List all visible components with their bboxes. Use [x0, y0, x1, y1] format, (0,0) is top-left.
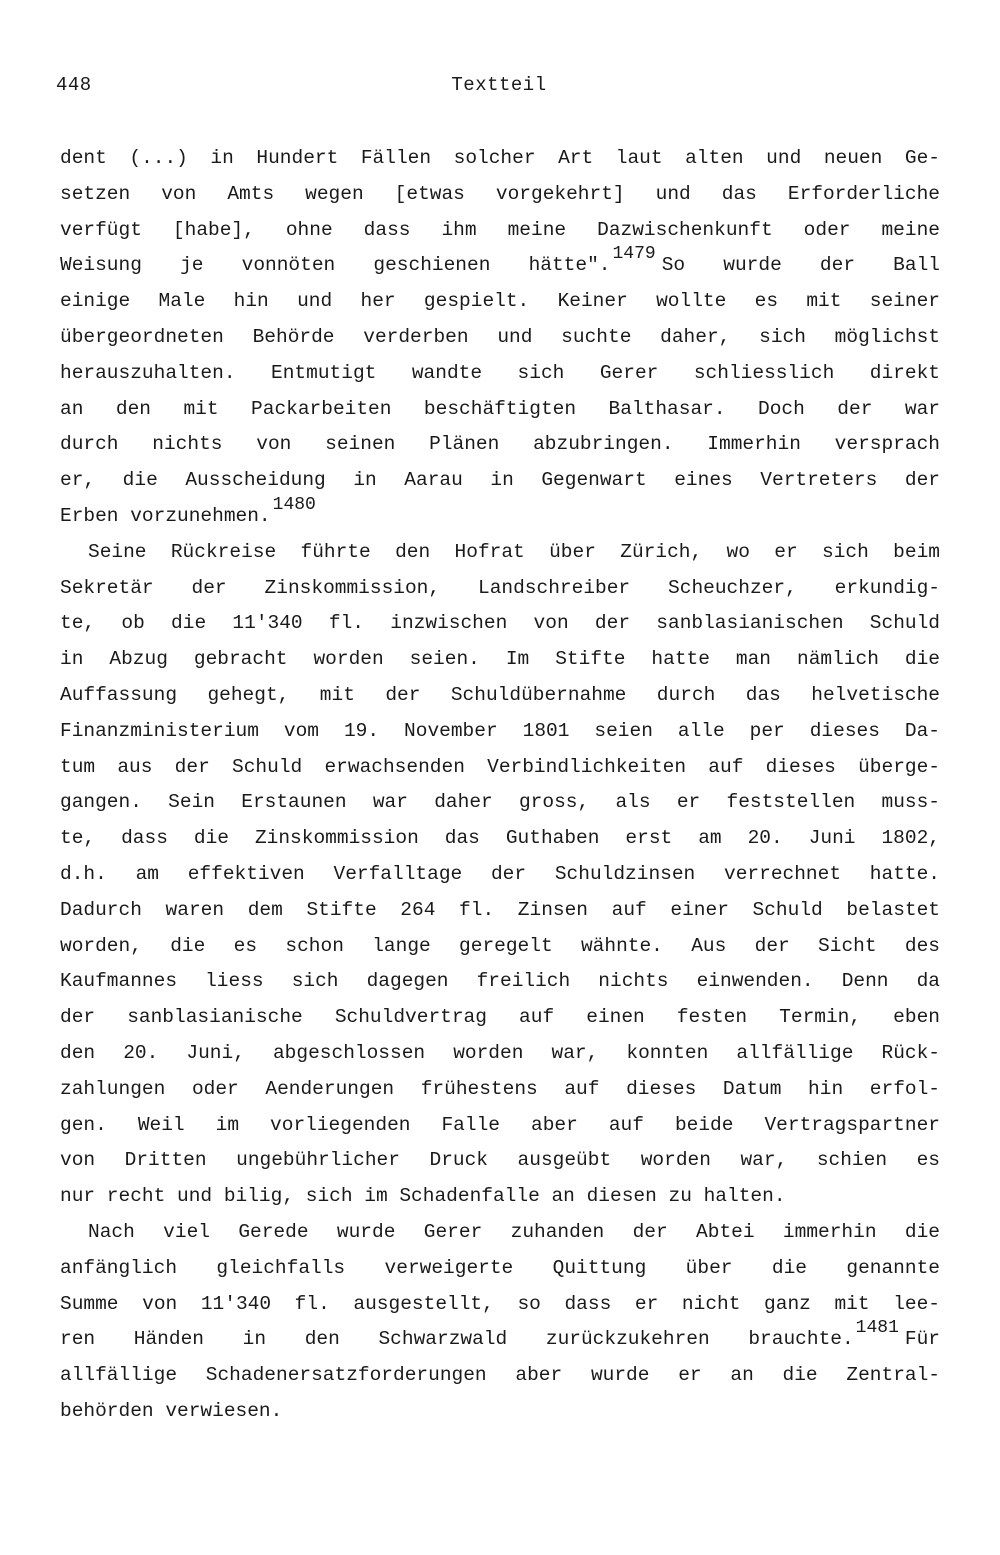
text-line [60, 820, 940, 856]
line-text: herauszuhalten. Entmutigt wandte sich Gerer schliesslich direkt [60, 361, 940, 384]
text-line [60, 1035, 940, 1071]
line-text: verfügt [habe], ohne dass ihm meine Dazwischenkunft oder meine [60, 218, 940, 241]
running-head: Textteil [451, 74, 547, 96]
line-text: allfällige Schadenersatzforderungen aber wurde er an die Zentral- [60, 1364, 940, 1387]
text-line [88, 1214, 940, 1250]
line-text: gen. Weil im vorliegenden Falle aber auf beide Vertragspartner [60, 1113, 940, 1136]
line-text: Summe von 11'340 fl. ausgestellt, so dass er nicht ganz mit lee- [60, 1292, 940, 1315]
line-text: Erben vorzunehmen. [60, 505, 271, 527]
text-line [60, 1357, 940, 1393]
text-line [60, 1071, 940, 1107]
text-line [60, 1107, 940, 1143]
text-line [60, 999, 940, 1035]
text-line [60, 1318, 940, 1357]
line-text: Kaufmannes liess sich dagegen freilich nichts einwenden. Denn da [60, 970, 940, 993]
text-line [60, 426, 940, 462]
line-text: setzen von Amts wegen [etwas vorgekehrt] und das Erforderliche [60, 182, 940, 205]
text-line [60, 784, 940, 820]
line-text: zahlungen oder Aenderungen frühestens auf dieses Datum hin erfol- [60, 1077, 940, 1100]
line-text: in Abzug gebracht worden seien. Im Stifte hatte man nämlich die [60, 648, 940, 671]
text-line [60, 391, 940, 427]
line-text: gangen. Sein Erstaunen war daher gross, als er feststellen muss- [60, 791, 940, 814]
line-text: ren Händen in den Schwarzwald zurückzukehren brauchte. [60, 1328, 854, 1351]
line-text: tum aus der Schuld erwachsenden Verbindlichkeiten auf dieses überge- [60, 755, 940, 778]
text-line [60, 462, 940, 498]
text-line [60, 283, 940, 319]
line-text-after-footnote: Für [904, 1328, 940, 1351]
text-line [60, 1250, 940, 1286]
text-line [60, 1393, 940, 1429]
line-text: Finanzministerium vom 19. November 1801 seien alle per dieses Da- [60, 719, 940, 742]
line-text: Nach viel Gerede wurde Gerer zuhanden der Abtei immerhin die [88, 1221, 940, 1243]
text-line [60, 856, 940, 892]
page-number: 448 [56, 74, 92, 96]
text-line [60, 319, 940, 355]
text-line [60, 495, 940, 534]
line-text: einige Male hin und her gespielt. Keiner wollte es mit seiner [60, 290, 940, 313]
text-line [60, 713, 940, 749]
text-line [60, 244, 940, 283]
footnote-ref: 1481 [855, 1318, 899, 1339]
text-line [60, 212, 940, 248]
text-line [60, 570, 940, 606]
line-text: dent (...) in Hundert Fällen solcher Art laut alten und neuen Ge- [60, 147, 940, 169]
line-text: Sekretär der Zinskommission, Landschreiber Scheuchzer, erkundig- [60, 576, 940, 599]
line-text: Seine Rückreise führte den Hofrat über Zürich, wo er sich beim [88, 540, 940, 563]
line-text: Dadurch waren dem Stifte 264 fl. Zinsen auf einer Schuld belastet [60, 898, 940, 921]
line-text: d.h. am effektiven Verfalltage der Schuldzinsen verrechnet hatte. [60, 863, 940, 885]
text-line [60, 1178, 940, 1214]
text-line [60, 1286, 940, 1322]
text-line [60, 355, 940, 391]
line-text: der sanblasianische Schuldvertrag auf einen festen Termin, eben [60, 1006, 940, 1029]
text-line [60, 140, 940, 176]
text-line [60, 605, 940, 641]
line-text: anfänglich gleichfalls verweigerte Quittung über die genannte [60, 1256, 940, 1279]
line-text: te, dass die Zinskommission das Guthaben erst am 20. Juni 1802, [60, 827, 940, 850]
line-text: behörden verwiesen. [60, 1400, 283, 1422]
line-text: den 20. Juni, abgeschlossen worden war, konnten allfällige Rück- [60, 1042, 940, 1064]
text-line [88, 534, 940, 570]
line-text: an den mit Packarbeiten beschäftigten Balthasar. Doch der war [60, 397, 940, 420]
line-text: nur recht und bilig, sich im Schadenfalle an diesen zu halten. [60, 1185, 786, 1208]
text-line [60, 176, 940, 212]
footnote-ref: 1480 [272, 495, 316, 515]
text-line [60, 677, 940, 713]
line-text: übergeordneten Behörde verderben und suchte daher, sich möglichst [60, 326, 940, 348]
line-text: von Dritten ungebührlicher Druck ausgeübt worden war, schien es [60, 1149, 940, 1172]
footnote-ref: 1479 [612, 244, 656, 265]
text-line [60, 963, 940, 999]
line-text: durch nichts von seinen Plänen abzubringen. Immerhin versprach [60, 433, 940, 456]
line-text: te, ob die 11'340 fl. inzwischen von der sanblasianischen Schuld [60, 612, 940, 635]
text-line [60, 928, 940, 964]
line-text: er, die Ausscheidung in Aarau in Gegenwart eines Vertreters der [60, 469, 940, 492]
text-line [60, 641, 940, 677]
text-line [60, 749, 940, 785]
line-text: Auffassung gehegt, mit der Schuldübernahme durch das helvetische [60, 684, 940, 706]
page-header [56, 74, 942, 104]
line-text-after-footnote: So wurde der Ball [661, 254, 940, 277]
text-line [60, 892, 940, 928]
line-text: worden, die es schon lange geregelt wähnte. Aus der Sicht des [60, 934, 940, 957]
line-text: Weisung je vonnöten geschienen hätte". [60, 254, 611, 277]
text-line [60, 1142, 940, 1178]
